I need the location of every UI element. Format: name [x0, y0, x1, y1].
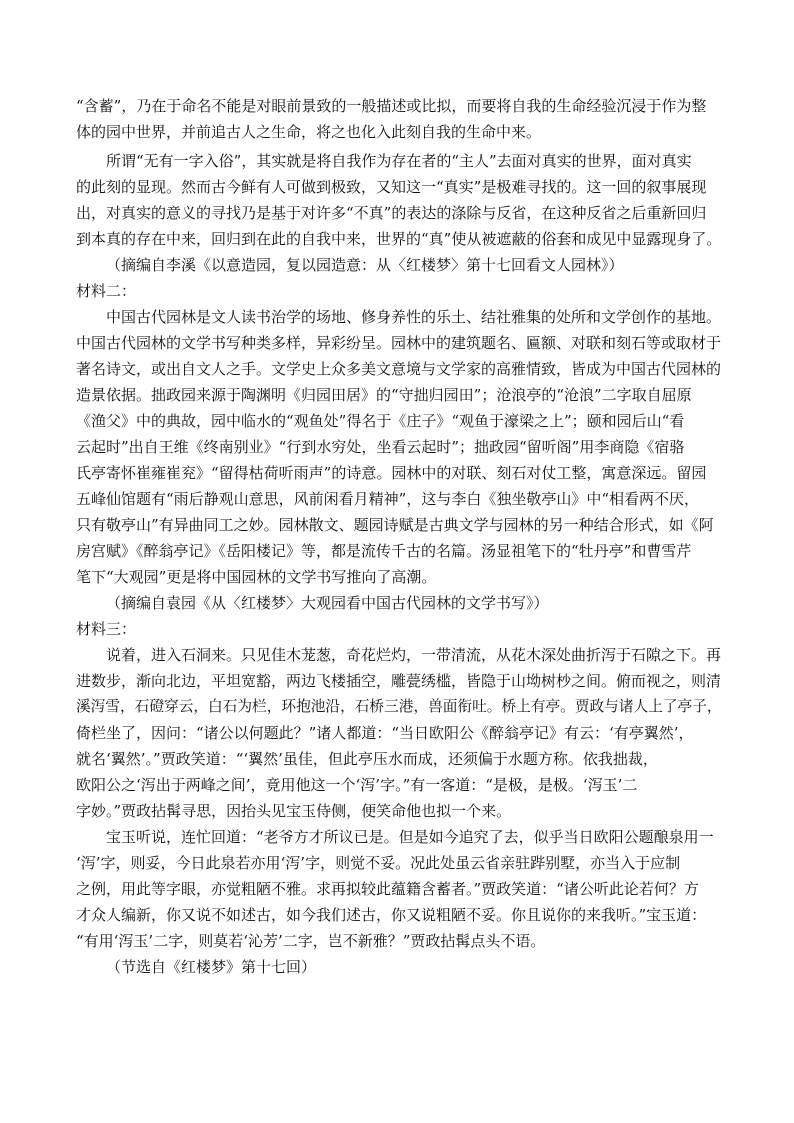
text-line: “有用‘泻玉’二字，则莫若‘沁芳’二字，岂不新雅？”贾政拈髯点头不语。 — [76, 932, 546, 950]
text-line: 进数步，渐向北边，平坦宽豁，两边飞楼插空，雕甍绣槛，皆隐于山坳树杪之间。俯而视之，则清 — [76, 672, 722, 690]
text-line: 著名诗文，或出自文人之手。文学史上众多美文意境与文学家的高雅情致，皆成为中国古代园林的 — [76, 360, 722, 378]
text-line: 中国古代园林的文学书写种类多样，异彩纷呈。园林中的建筑题名、匾额、对联和刻石等或取材于 — [76, 334, 722, 352]
text-line: 云起时”出自王维《终南别业》“行到水穷处，坐看云起时”；拙政园“留听阁”用李商隐《宿骆 — [76, 438, 685, 456]
text-line: 字妙。”贾政拈髯寻思，因抬头见宝玉侍侧，便笑命他也拟一个来。 — [76, 802, 512, 820]
paragraph-first-line: 中国古代园林是文人读书治学的场地、修身养性的乐土、结社雅集的处所和文学创作的基地。 — [106, 308, 722, 326]
paragraph-first-line: 所谓“无有一字入俗”，其实就是将自我作为存在者的“主人”去面对真实的世界，面对真实 — [106, 152, 692, 170]
text-line: 之例，用此等字眼，亦觉粗陋不雅。求再拟较此蕴籍含蓄者。”贾政笑道：“诸公听此论若何？方 — [76, 880, 699, 898]
text-line: “含蓄”，乃在于命名不能是对眼前景致的一般描述或比拟，而要将自我的生命经验沉浸于作为整 — [76, 97, 707, 115]
paragraph-first-line: 宝玉听说，连忙回道：“老爷方才所议已是。但是如今追究了去，似乎当日欧阳公题酿泉用一 — [106, 828, 714, 846]
source-citation: （节选自《红楼梦》第十七回） — [106, 958, 317, 976]
paragraph-first-line: 说着，进入石洞来。只见佳木茏葱，奇花烂灼，一带清流，从花木深处曲折泻于石隙之下。再 — [106, 646, 722, 664]
text-line: 溪泻雪，石磴穿云，白石为栏，环抱池沿，石桥三港，兽面衔吐。桥上有亭。贾政与诸人上了亭子， — [76, 698, 722, 715]
text-line: 的此刻的显现。然而古今鲜有人可做到极致，又知这一“真实”是极难寻找的。这一回的叙事展现 — [76, 178, 707, 196]
text-line: 造景依据。拙政园来源于陶渊明《归园田居》的“守拙归园田”；沧浪亭的“沧浪”二字取自屈原 — [76, 386, 692, 404]
text-line: 到本真的存在中来，回归到在此的自我中来，世界的“真”使从被遮蔽的俗套和成见中显露现身了。 — [76, 230, 722, 248]
section-heading: 材料二： — [76, 282, 137, 300]
text-line: 欧阳公之‘泻出于两峰之间’，竟用他这一个‘泻’字。”有一客道：“是极，是极。‘泻玉’二 — [76, 776, 638, 794]
text-line: 只有敬亭山”有异曲同工之妙。园林散文、题园诗赋是古典文学与园林的另一种结合形式，如《阿 — [76, 516, 714, 534]
text-line: 氏亭寄怀崔雍崔兖》“留得枯荷听雨声”的诗意。园林中的对联、刻石对仗工整，寓意深远。留园 — [76, 464, 707, 482]
text-line: 五峰仙馆题有“雨后静观山意思，风前闲看月精神”，这与李白《独坐敬亭山》中“相看两不厌， — [76, 490, 700, 508]
text-line: 就名‘翼然’。”贾政笑道：“‘翼然’虽佳，但此亭压水而成，还须偏于水题方称。依我拙裁， — [76, 750, 658, 768]
text-line: 笔下“大观园”更是将中国园林的文学书写推向了高潮。 — [76, 568, 437, 586]
text-line: 体的园中世界，并前追古人之生命，将之也化入此刻自我的生命中来。 — [76, 123, 542, 141]
text-line: 倚栏坐了，因问：“诸公以何题此？”诸人都道：“当日欧阳公《醉翁亭记》有云：‘有亭翼然’， — [76, 724, 694, 742]
text-line: 房宫赋》《醉翁亭记》《岳阳楼记》等，都是流传千古的名篇。汤显祖笔下的“牡丹亭”和曹雪芹 — [76, 542, 692, 560]
text-line: 出，对真实的意义的寻找乃是基于对许多“不真”的表达的涤除与反省，在这种反省之后重新回归 — [76, 204, 707, 222]
text-line: 《渔父》中的典故，园中临水的“观鱼处”得名于《庄子》“观鱼于濠梁之上”；颐和园后山“看 — [76, 412, 685, 430]
text-line: ‘泻’字，则妥，今日此泉若亦用‘泻’字，则觉不妥。况此处虽云省亲驻跸别墅，亦当入于应制 — [76, 854, 681, 872]
text-line: 才众人编新，你又说不如述古，如今我们述古，你又说粗陋不妥。你且说你的来我听。”宝玉道： — [76, 906, 707, 924]
source-citation: （摘编自李溪《以意造园，复以园造意：从〈红楼梦〉第十七回看文人园林》） — [106, 256, 624, 274]
source-citation: （摘编自袁园《从〈红楼梦〉大观园看中国古代园林的文学书写》） — [106, 594, 549, 612]
section-heading: 材料三： — [76, 620, 137, 638]
